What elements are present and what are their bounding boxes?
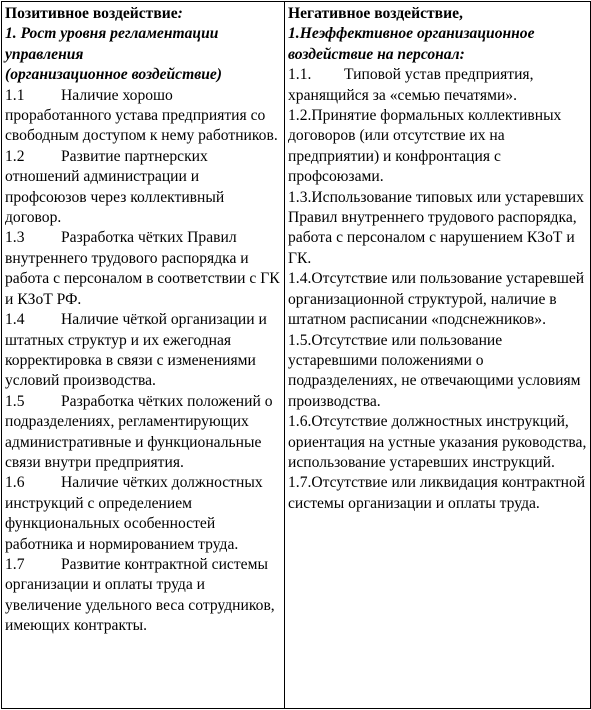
item-text: Использование типовых или устаревших Правил внутреннего трудового распорядка, работа с персоналом с нарушением КЗоТ и ГК. [288, 188, 584, 267]
item-number: 1.2. [288, 107, 312, 125]
list-item [5, 228, 281, 310]
item-number: 1.7. [288, 474, 312, 492]
positive-subheading: 1. Рост уровня регламентации управления [5, 25, 219, 63]
list-item [288, 188, 587, 270]
item-text: Наличие хорошо проработанного устава предприятия со свободным доступом к нему работников. [5, 86, 278, 145]
item-text: Развитие партнерских отношений администрации и профсоюзов через коллективный договор. [5, 147, 225, 227]
list-item [5, 555, 281, 637]
table-row [2, 2, 591, 709]
item-number: 1.6 [5, 474, 25, 492]
item-text: Разработка чётких положений о подразделениях, регламентирующих административные и функциональные связи внутри предприятия. [5, 392, 273, 471]
list-item [288, 331, 587, 413]
list-item [5, 86, 281, 147]
item-text: Принятие формальных коллективных договоров (или отсутствие их на предприятии) и конфронтация с профсоюзами. [288, 107, 562, 186]
positive-heading-line [5, 4, 281, 24]
comparison-table [1, 1, 591, 709]
list-item [5, 392, 281, 474]
item-number: 1.5 [5, 392, 25, 410]
item-number: 1.3 [5, 229, 25, 247]
item-text: Наличие чёткой организации и штатных структур и их ежегодная корректировка в связи с изменениями условий производства. [5, 311, 267, 390]
list-item [288, 269, 587, 330]
item-number: 1.3. [288, 188, 312, 206]
negative-column [285, 2, 591, 709]
positive-item-list [5, 86, 281, 637]
item-text: Разработка чётких Правил внутреннего трудового распорядка и работа с персоналом в соответствии с ГК и КЗоТ РФ. [5, 229, 280, 308]
list-item [288, 473, 587, 514]
item-number: 1.2 [5, 147, 25, 165]
item-text: Типовой устав предприятия, хранящийся за «семью печатями». [288, 66, 534, 104]
list-item [5, 147, 281, 229]
list-item [288, 106, 587, 188]
negative-subheading: 1.Неэффективное организационное воздействие на персонал: [288, 25, 535, 63]
item-text: Отсутствие или пользование устаревшими положениями о подразделениях, не отвечающими условиям производства. [288, 331, 581, 410]
positive-heading-suffix: : [177, 5, 183, 22]
item-number: 1.5. [288, 331, 312, 349]
list-item [5, 473, 281, 555]
item-number: 1.4 [5, 311, 25, 329]
item-text: Отсутствие или пользование устаревшей организационной структурой, наличие в штатном расписании «подснежников». [288, 270, 585, 329]
positive-subheading-paren: (организационное воздействие) [5, 66, 222, 84]
positive-column [2, 2, 285, 709]
list-item [288, 65, 587, 106]
item-text: Отсутствие должностных инструкций, ориентация на устные указания руководства, использование устаревших инструкций. [288, 413, 587, 471]
item-number: 1.1. [288, 66, 312, 84]
item-text: Отсутствие или ликвидация контрактной системы организации и оплаты труда. [288, 474, 586, 512]
item-text: Развитие контрактной системы организации и оплаты труда и увеличение удельного веса сотрудников, имеющих контракты. [5, 555, 275, 635]
item-number: 1.7 [5, 555, 25, 573]
list-item [288, 412, 587, 473]
item-number: 1.6. [288, 413, 312, 431]
negative-heading: Негативное воздействие, [288, 5, 463, 22]
item-number: 1.4. [288, 270, 312, 288]
negative-item-list [288, 65, 587, 514]
item-text: Наличие чётких должностных инструкций с определением функциональных особенностей работника и нормированием труда. [5, 474, 263, 553]
positive-heading: Позитивное воздействие [5, 5, 178, 22]
item-number: 1.1 [5, 86, 25, 104]
list-item [5, 310, 281, 392]
